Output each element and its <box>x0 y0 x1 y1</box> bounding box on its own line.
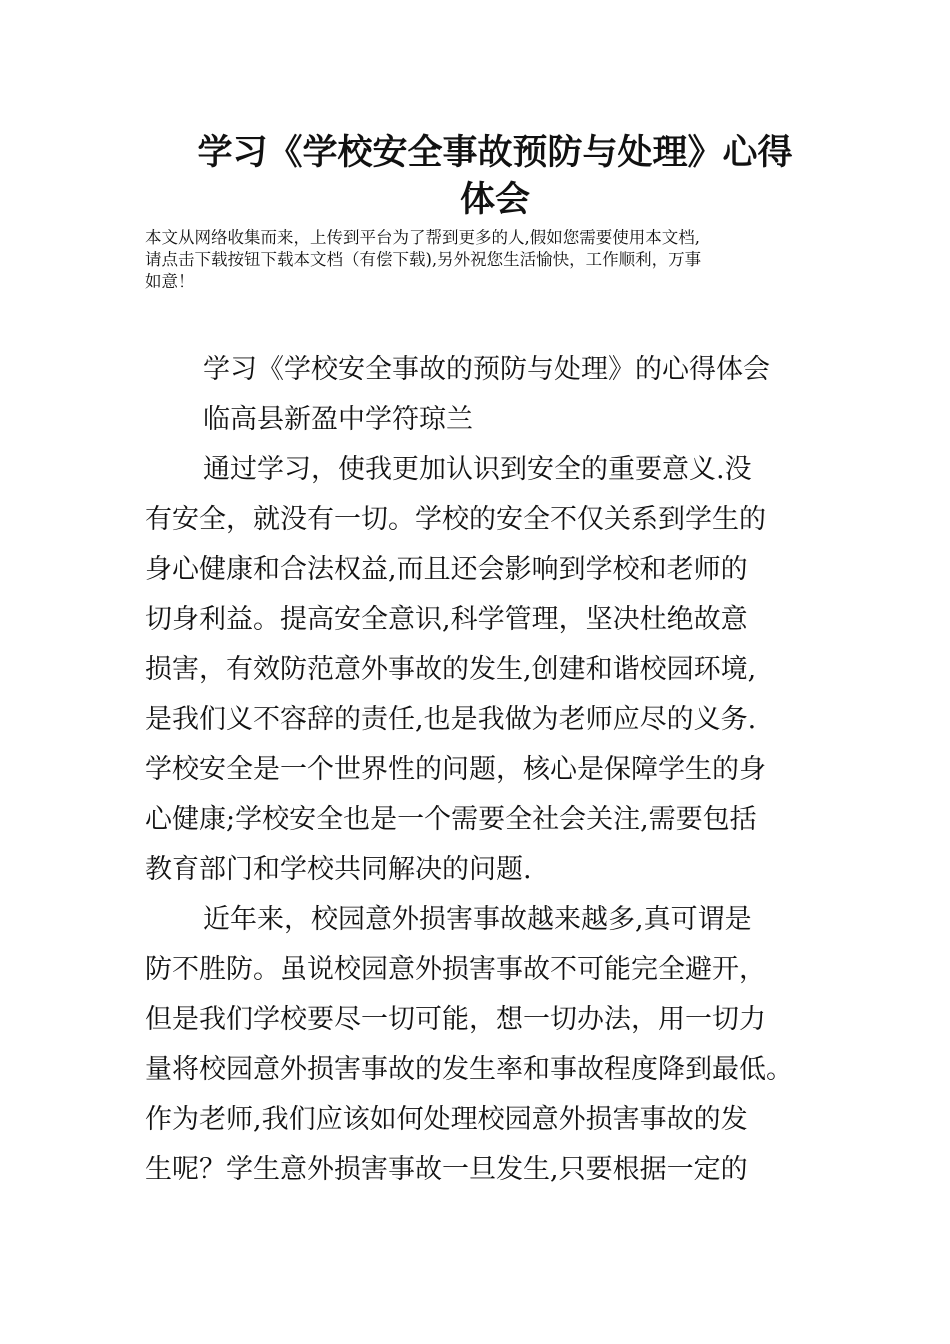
body-line: 生呢？学生意外损害事故一旦发生,只要根据一定的 <box>145 1154 748 1185</box>
download-notice <box>145 227 825 293</box>
body-line: 教育部门和学校共同解决的问题. <box>145 854 532 885</box>
body-line: 切身利益。提高安全意识,科学管理，坚决杜绝故意 <box>145 604 748 635</box>
document-title-line-2: 体会 <box>459 179 530 220</box>
body-line: 但是我们学校要尽一切可能，想一切办法，用一切力 <box>145 1004 766 1035</box>
body-line: 作为老师,我们应该如何处理校园意外损害事故的发 <box>145 1104 748 1135</box>
body-line: 损害，有效防范意外事故的发生,创建和谐校园环境, <box>145 654 757 685</box>
body-line: 学校安全是一个世界性的问题，核心是保障学生的身 <box>145 754 766 785</box>
body-line: 是我们义不容辞的责任,也是我做为老师应尽的义务. <box>145 704 757 735</box>
document-body <box>145 345 845 1195</box>
body-line: 量将校园意外损害事故的发生率和事故程度降到最低。 <box>145 1054 793 1085</box>
article-heading: 学习《学校安全事故的预防与处理》的心得体会 <box>203 354 770 385</box>
body-line: 近年来，校园意外损害事故越来越多,真可谓是 <box>203 904 752 935</box>
body-line: 心健康;学校安全也是一个需要全社会关注,需要包括 <box>145 804 757 835</box>
document-title-line-1: 学习《学校安全事故预防与处理》心得 <box>197 132 793 173</box>
notice-line: 本文从网络收集而来，上传到平台为了帮到更多的人,假如您需要使用本文档, <box>145 228 700 247</box>
article-author: 临高县新盈中学符琼兰 <box>203 404 473 435</box>
body-line: 身心健康和合法权益,而且还会影响到学校和老师的 <box>145 554 748 585</box>
body-line: 防不胜防。虽说校园意外损害事故不可能完全避开， <box>145 954 766 985</box>
notice-line: 如意！ <box>145 272 195 291</box>
body-line: 通过学习，使我更加认识到安全的重要意义.没 <box>203 454 752 485</box>
body-line: 有安全，就没有一切。学校的安全不仅关系到学生的 <box>145 504 766 535</box>
notice-line: 请点击下载按钮下载本文档（有偿下载),另外祝您生活愉快，工作顺利，万事 <box>145 250 702 269</box>
